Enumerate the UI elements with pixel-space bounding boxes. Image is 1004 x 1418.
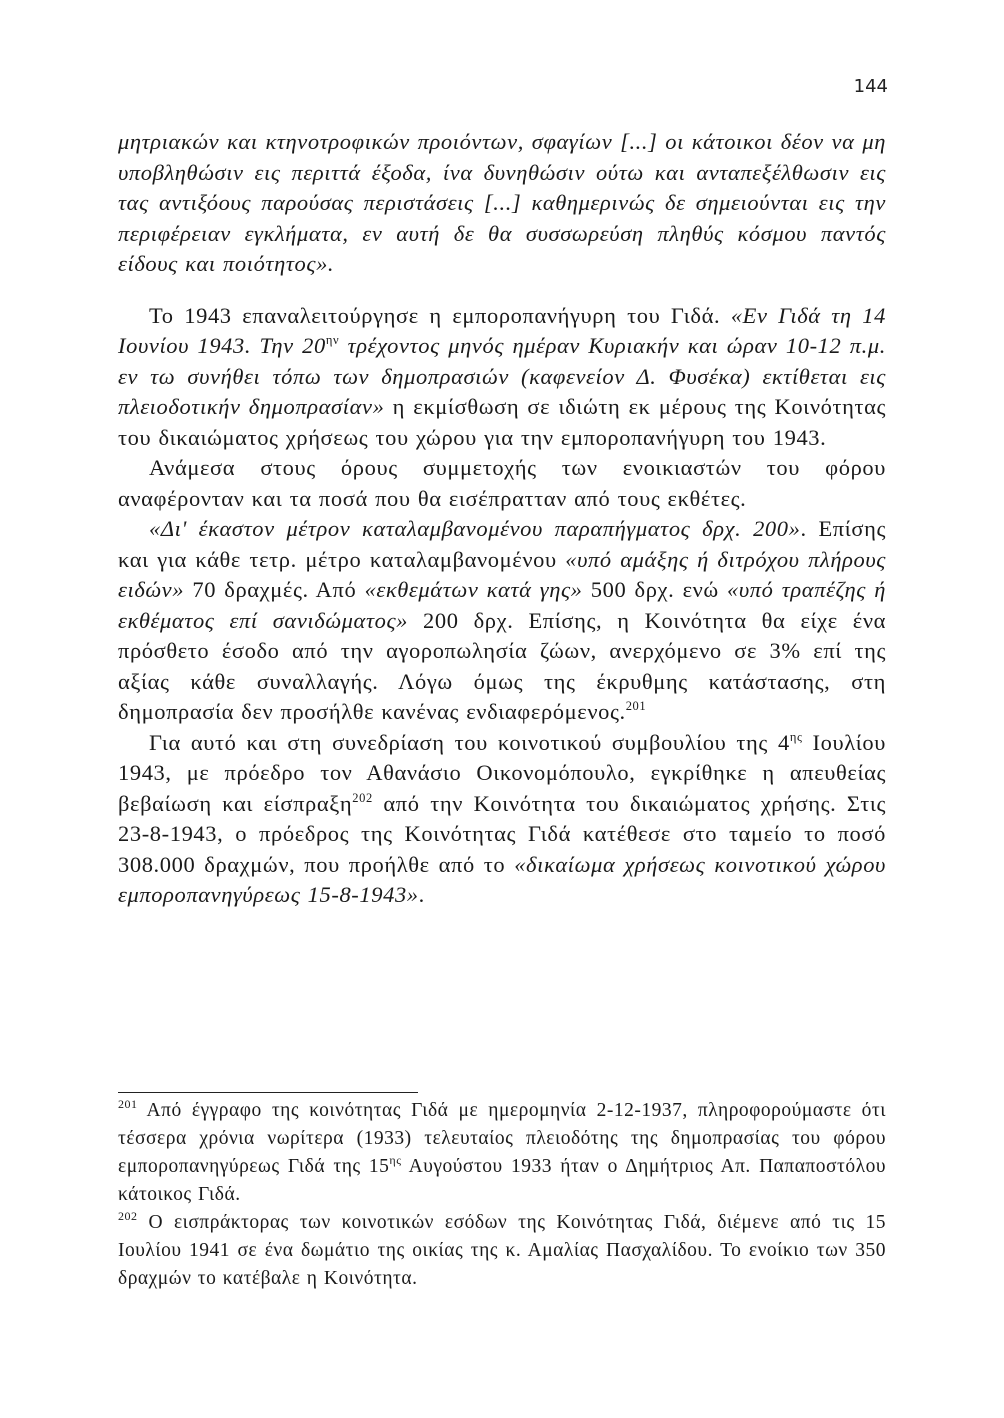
superscript: 202 (352, 790, 373, 805)
paragraph-fees (118, 514, 886, 728)
paragraph-council-session (118, 728, 886, 911)
superscript: ης (789, 729, 803, 744)
text-run: 200 δρχ. Επίσης, η Κοινότητα θα είχε ένα πρόσθετο έσοδο από την αγοροπωλησία ζώων, ανερχόμενο σε 3% επί της αξίας κάθε συναλλαγής. Λόγω όμως της έκρυθμης κατάστασης, στη δημοπρασία δεν προσήλθε κανένας ενδιαφερόμενος. (118, 607, 887, 724)
superscript: ης (389, 1153, 402, 1167)
quote-paragraph (118, 127, 886, 280)
footnote-202 (118, 1209, 886, 1293)
footnote-divider (118, 1092, 418, 1093)
superscript: 201 (625, 699, 647, 713)
text-run: . (418, 882, 425, 907)
paragraph-1943-fair (118, 301, 886, 454)
text-run: Για αυτό και στη συνεδρίαση του κοινοτικού συμβουλίου της 4 (149, 729, 790, 755)
superscript: ην (325, 333, 340, 347)
quoted-text: «Δι' έκαστον μέτρον καταλαμβανομένου παραπήγματος δρχ. 200» (149, 516, 801, 541)
text-run: Ο εισπράκτορας των κοινοτικών εσόδων της Κοινότητας Γιδά, διέμενε από τις 15 Ιουλίου 1941 σε ένα δωμάτιο της οικίας της κ. Αμαλίας Πασχαλίδου. Το ενοίκιο των 350 δραχμών το κατέβαλε η Κοινότητα. (118, 1212, 886, 1289)
text-run: Αυγούστου 1933 ήταν ο Δημήτριος Απ. Παπαποστόλου κάτοικος Γιδά. (118, 1156, 886, 1205)
text-run: Από έγγραφο της κοινότητας Γιδά με ημερομηνία 2-12-1937, πληροφορούμαστε ότι τέσσερα χρόνια νωρίτερα (1933) τελευταίος πλειοδότης της δημοπρασίας του φόρου εμποροπανηγύρεως Γιδά της 15 (118, 1100, 886, 1177)
text-run: 70 δραχμές. Από (184, 577, 365, 602)
superscript: 201 (118, 1097, 138, 1111)
body-text (118, 127, 886, 911)
text-run: η εκμίσθωση σε ιδιώτη εκ μέρους της Κοινότητας του δικαιώματος χρήσεως του χώρου για την εμποροπανήγυρη του 1943. (118, 394, 886, 450)
text-run: 500 δρχ. ενώ (582, 577, 728, 602)
quoted-text: «Εν Γιδά τη 14 Ιουνίου 1943. Την 20 (118, 302, 886, 358)
quoted-text: «υπό αμάξης ή διτρόχου πλήρους ειδών» (118, 546, 886, 602)
text-run: Ανάμεσα στους όρους συμμετοχής των ενοικιαστών του φόρου αναφέρονταν και τα ποσά που θα εισέπρατταν από τους εκθέτες. (118, 455, 886, 511)
text-run: από την Κοινότητα του δικαιώματος χρήσης. Στις 23-8-1943, ο πρόεδρος της Κοινότητας Γιδά κατέθεσε στο ταμείο το ποσό 308.000 δραχμών, που προήλθε από το (118, 790, 886, 877)
quoted-text: μητριακών και κτηνοτροφικών προιόντων, σφαγίων [...] οι κάτοικοι δέον να μη υποβληθώσιν εις περιττά έξοδα, ίνα δυνηθώσιν ούτω και ανταπεξέλθωσιν εις τας αντιξόους παρούσας περιστάσεις [...] καθημερινώς δε σημειούνται εις την περιφέρειαν εγκλήματα, εν αυτή δε θα συσσωρεύση πληθύς κόσμου παντός είδους και ποιότητος». (118, 129, 886, 276)
footnotes (118, 1097, 886, 1293)
text-run: Ιουλίου 1943, με πρόεδρο τον Αθανάσιο Οικονομόπουλο, εγκρίθηκε η απευθείας βεβαίωση και είσπραξη (118, 729, 886, 816)
quoted-text: «υπό τραπέζης ή εκθέματος επί σανιδώματος» (118, 577, 886, 633)
quoted-text: «εκθεμάτων κατά γης» (364, 577, 583, 602)
superscript: 202 (118, 1209, 138, 1223)
paragraph-participation-terms (118, 453, 886, 514)
text-run: Το 1943 επαναλειτούργησε η εμποροπανήγυρη του Γιδά. (149, 302, 731, 328)
quoted-text: «δικαίωμα χρήσεως κοινοτικού χώρου εμποροπανηγύρεως 15-8-1943» (118, 851, 886, 907)
page-number: 144 (853, 76, 888, 97)
text-run: . Επίσης και για κάθε τετρ. μέτρο καταλαμβανομένου (118, 516, 887, 572)
quoted-text: τρέχοντος μηνός ημέραν Κυριακήν και ώραν 10-12 π.μ. εν τω συνήθει τόπω των δημοπρασιών (καφενείον Δ. Φυσέκα) εκτίθεται εις πλειοδοτικήν δημοπρασίαν» (118, 333, 886, 419)
footnote-201 (118, 1097, 886, 1209)
